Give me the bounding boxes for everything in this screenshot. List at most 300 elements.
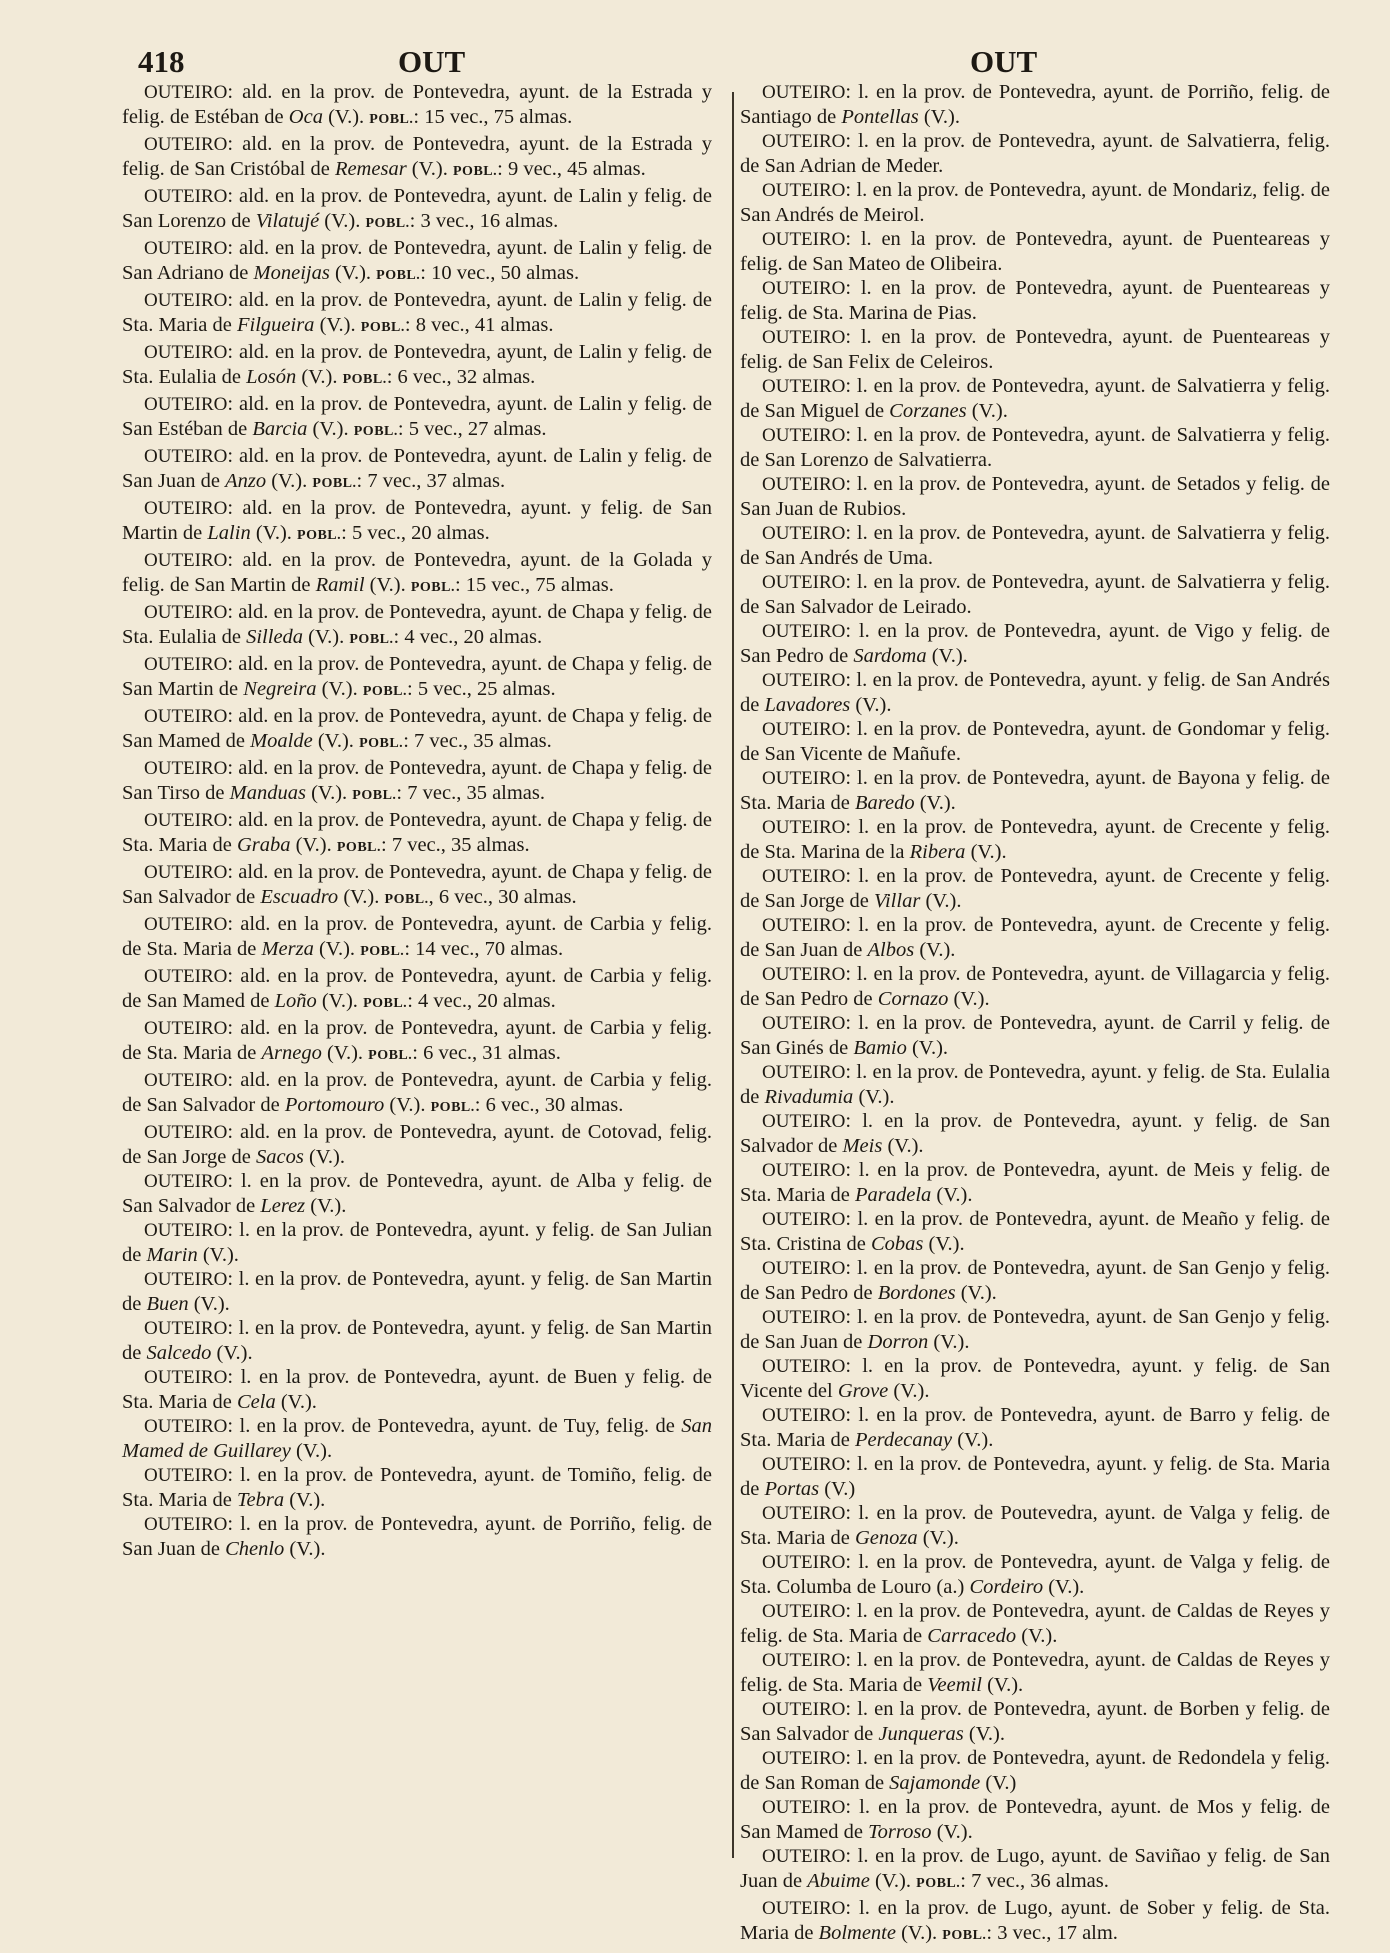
entry-text: : ald. en la prov. de Pontevedra, ayunt. de Lalin y felig. de San Estéban de — [122, 393, 712, 440]
left-column — [122, 80, 712, 1561]
headword: OUTEIRO — [144, 1220, 228, 1241]
headword: OUTEIRO — [762, 1013, 846, 1034]
headword: OUTEIRO — [144, 1465, 228, 1486]
entry-text-tail: (V.). — [948, 988, 990, 1010]
headword: OUTEIRO — [144, 654, 228, 675]
entry-text-tail: (V.). — [316, 678, 363, 700]
population-stats: : 7 vec., 35 almas. — [396, 782, 546, 804]
pobl-label: POBL. — [376, 268, 421, 283]
parish-name: Cela — [237, 1391, 276, 1413]
dictionary-entry — [740, 668, 1330, 717]
pobl-label: POBL. — [336, 840, 381, 855]
dictionary-entry — [740, 1207, 1330, 1256]
parish-name: Graba — [237, 834, 291, 856]
parish-name: Genoza — [855, 1527, 918, 1549]
parish-name: Loño — [274, 990, 317, 1012]
parish-name: Abuime — [807, 1870, 870, 1892]
parish-name: Bolmente — [818, 1922, 896, 1944]
parish-name: Filgueira — [237, 314, 315, 336]
dictionary-entry — [122, 1316, 712, 1365]
dictionary-entry — [122, 756, 712, 808]
headword: OUTEIRO — [144, 862, 228, 883]
entry-text: : l. en la prov. de Pontevedra, ayunt. de Crecente y felig. de San Jorge de — [740, 865, 1330, 912]
population-stats: : 5 vec., 27 almas. — [397, 418, 547, 440]
population-stats: , 6 vec., 30 almas. — [428, 886, 577, 908]
population-stats: : 5 vec., 25 almas. — [407, 678, 556, 700]
parish-name: Moneijas — [253, 262, 330, 284]
headword: OUTEIRO — [144, 758, 228, 779]
dictionary-entry — [740, 472, 1330, 521]
pobl-label: POBL. — [360, 944, 405, 959]
entry-text: : l. en la prov. de Pontevedra, ayunt. y felig. de Sta. Maria de — [740, 1453, 1330, 1500]
parish-name: Junqueras — [878, 1723, 964, 1745]
parish-name: Lavadores — [764, 694, 851, 716]
pobl-label: POBL. — [352, 788, 397, 803]
entry-text: : l. en la prov. de Pontevedra, ayunt. de Salvatierra, felig. de San Adrian de Meder. — [740, 130, 1330, 177]
parish-name: Negreira — [243, 678, 317, 700]
parish-name: Bordones — [877, 1282, 956, 1304]
dictionary-entry — [740, 1109, 1330, 1158]
dictionary-entry — [122, 1120, 712, 1169]
headword: OUTEIRO — [762, 180, 846, 201]
entry-text: : ald. en la prov. de Pontevedra, ayunt. de Chapa y felig. de San Tirso de — [122, 757, 712, 804]
parish-name: Portas — [764, 1478, 820, 1500]
entry-text: : l. en la prov. de Pontevedra, ayunt. de Meis y felig. de Sta. Maria de — [740, 1159, 1330, 1206]
parish-name: Ribera — [909, 841, 966, 863]
pobl-label: POBL. — [942, 1928, 987, 1943]
entry-text-tail: (V.). — [266, 470, 313, 492]
entry-text: : ald. en la prov. de Pontevedra, ayunt. de la Estrada y felig. de San Cristóbal de — [122, 133, 712, 180]
parish-name: Sardoma — [853, 645, 927, 667]
headword: OUTEIRO — [762, 915, 846, 936]
entry-text-tail: (V.). — [914, 939, 956, 961]
parish-name: Paradela — [855, 1184, 932, 1206]
entry-text: : l. en la prov. de Pontevedra, ayunt. de Mondariz, felig. de San Andrés de Meirol. — [740, 179, 1330, 226]
dictionary-entry — [122, 1218, 712, 1267]
parish-name: Carracedo — [927, 1625, 1017, 1647]
pobl-label: POBL. — [365, 216, 410, 231]
dictionary-entry — [122, 548, 712, 600]
headword: OUTEIRO — [762, 719, 846, 740]
population-stats: : 9 vec., 45 almas. — [497, 158, 646, 180]
parish-name: Grove — [837, 1380, 889, 1402]
parish-name: Vilatujé — [255, 210, 320, 232]
dictionary-entry — [740, 423, 1330, 472]
dictionary-entry — [740, 178, 1330, 227]
entry-text: : l. en la prov. de Pontevedra, ayunt. de Caldas de Reyes y felig. de Sta. Maria de — [740, 1649, 1330, 1696]
dictionary-entry — [740, 1158, 1330, 1207]
entry-text-tail: (V.). — [895, 1922, 943, 1944]
dictionary-entry — [122, 860, 712, 912]
entry-text: : l. en la prov. de Pontevedra, ayunt. de Salvatierra y felig. de San Andrés de Uma. — [740, 522, 1330, 569]
entry-text-tail: (V.). — [305, 1195, 347, 1217]
headword: OUTEIRO — [144, 238, 228, 259]
entry-text: : l. en la prov. de Pontevedra, ayunt. de Tuy, felig. de — [227, 1415, 682, 1437]
dictionary-entry — [740, 1795, 1330, 1844]
population-stats: : 6 vec., 31 almas. — [412, 1042, 561, 1064]
dictionary-entry — [122, 1414, 712, 1463]
entry-text-tail: (V.). — [955, 1282, 997, 1304]
headword: OUTEIRO — [144, 498, 228, 519]
entry-text: : l. en la prov. de Pontevedra, ayunt. y felig. de San Andrés de — [740, 669, 1330, 716]
parish-name: Lalin — [207, 522, 251, 544]
entry-text: : ald. en la prov. de Pontevedra, ayunt. de Chapa y felig. de Sta. Eulalia de — [122, 601, 712, 648]
population-stats: : 3 vec., 17 alm. — [986, 1922, 1118, 1944]
running-head-right: OUT — [970, 44, 1038, 79]
dictionary-entry — [740, 864, 1330, 913]
population-stats: : 7 vec., 35 almas. — [381, 834, 530, 856]
parish-name: Bamio — [853, 1037, 907, 1059]
entry-text: : l. en la prov. de Pontevedra, ayunt. y felig. de Sta. Eulalia de — [740, 1061, 1330, 1108]
population-stats: : 10 vec., 50 almas. — [420, 262, 580, 284]
headword: OUTEIRO — [144, 1318, 228, 1339]
headword: OUTEIRO — [144, 82, 228, 103]
pobl-label: POBL. — [369, 112, 414, 127]
headword: OUTEIRO — [144, 394, 228, 415]
pobl-label: POBL. — [362, 684, 407, 699]
dictionary-entry — [122, 80, 712, 132]
population-stats: : 6 vec., 32 almas. — [386, 366, 536, 388]
entry-text-tail: (V.). — [313, 938, 361, 960]
parish-name: Cordeiro — [969, 1576, 1044, 1598]
parish-name: Torroso — [868, 1821, 932, 1843]
headword: OUTEIRO — [144, 342, 228, 363]
population-stats: : 15 vec., 75 almas. — [454, 574, 614, 596]
dictionary-entry — [740, 1648, 1330, 1697]
headword: OUTEIRO — [762, 670, 846, 691]
pobl-label: POBL. — [349, 632, 394, 647]
headword: OUTEIRO — [762, 1258, 846, 1279]
entry-text-tail: (V.). — [906, 1037, 949, 1059]
dictionary-entry — [122, 1267, 712, 1316]
headword: OUTEIRO — [762, 131, 846, 152]
entry-text: : l. en la prov. de Pontevedra, ayunt. de Alba y felig. de San Salvador de — [122, 1170, 712, 1217]
entry-text-tail: (V.). — [850, 694, 892, 716]
headword: OUTEIRO — [762, 964, 846, 985]
headword: OUTEIRO — [762, 82, 846, 103]
headword: OUTEIRO — [762, 1846, 846, 1867]
entry-text-tail: (V.). — [303, 1146, 346, 1168]
entry-text: : ald. en la prov. de Pontevedra, ayunt. de Lalin y felig. de Sta. Maria de — [122, 289, 712, 336]
headword: OUTEIRO — [762, 768, 846, 789]
headword: OUTEIRO — [144, 1269, 228, 1290]
entry-text-tail: (V.) — [819, 1478, 856, 1500]
headword: OUTEIRO — [144, 966, 228, 987]
entry-text: : l. en la prov. de Pontevedra, ayunt. de Setados y felig. de San Juan de Rubios. — [740, 473, 1330, 520]
headword: OUTEIRO — [144, 1416, 228, 1437]
dictionary-entry — [122, 704, 712, 756]
headword: OUTEIRO — [762, 229, 846, 250]
entry-text-tail: (V.). — [197, 1244, 239, 1266]
entry-text: : ald. en la prov. de Pontevedra, ayunt. de Carbia y felig. de Sta. Maria de — [122, 913, 712, 960]
parish-name: Cobas — [870, 1233, 924, 1255]
parish-name: Dorron — [867, 1331, 929, 1353]
dictionary-entry — [122, 184, 712, 236]
entry-text-tail: (V.). — [211, 1342, 253, 1364]
headword: OUTEIRO — [762, 523, 846, 544]
headword: OUTEIRO — [762, 1160, 846, 1181]
entry-text-tail: (V.). — [364, 574, 411, 596]
entry-text-tail: (V.). — [888, 1380, 930, 1402]
population-stats: : 7 vec., 37 almas. — [356, 470, 506, 492]
headword: OUTEIRO — [762, 1209, 846, 1230]
entry-text: : l. en la prov. de Pontevedra, ayunt. de Puenteareas y felig. de San Mateo de Olibeira. — [740, 228, 1330, 275]
headword: OUTEIRO — [762, 327, 846, 348]
entry-text-tail: (V.). — [319, 210, 366, 232]
entry-text: : ald. en la prov. de Pontevedra, ayunt. de Lalin y felig. de San Adriano de — [122, 237, 712, 284]
parish-name: Pontellas — [841, 106, 919, 128]
entry-text: : l. en la prov. de Lugo, ayunt. de Saviñao y felig. de San Juan de — [740, 1845, 1330, 1892]
column-divider — [732, 92, 734, 1858]
entry-text-tail: (V.). — [307, 418, 354, 440]
dictionary-entry — [740, 1256, 1330, 1305]
headword: OUTEIRO — [762, 278, 846, 299]
pobl-label: POBL. — [353, 424, 398, 439]
entry-text: : l. en la prov. de Pontevedra, ayunt. de Porriño, felig. de San Juan de — [122, 1513, 712, 1560]
headword: OUTEIRO — [144, 1018, 228, 1039]
parish-name: Albos — [867, 939, 915, 961]
dictionary-entry — [740, 1354, 1330, 1403]
entry-text-tail: (V.). — [384, 1094, 431, 1116]
entry-text: : l. en la prov. de Pontevedra, ayunt. de Buen y felig. de Sta. Maria de — [122, 1366, 712, 1413]
entry-text-tail: (V.). — [290, 834, 337, 856]
dictionary-entry — [122, 444, 712, 496]
dictionary-entry — [740, 374, 1330, 423]
right-column — [740, 80, 1330, 1948]
entry-text: : l. en la prov. de Pontevedra, ayunt. de San Genjo y felig. de San Juan de — [740, 1306, 1330, 1353]
dictionary-entry — [740, 913, 1330, 962]
parish-name: Oca — [288, 106, 323, 128]
entry-text: : l. en la prov. de Pontevedra, ayunt. de Vigo y felig. de San Pedro de — [740, 620, 1330, 667]
parish-name: Arnego — [261, 1042, 322, 1064]
pobl-label: POBL. — [453, 164, 498, 179]
dictionary-entry — [740, 1697, 1330, 1746]
entry-text-tail: (V.). — [981, 1674, 1024, 1696]
population-stats: : 7 vec., 35 almas. — [403, 730, 552, 752]
headword: OUTEIRO — [144, 1122, 228, 1143]
dictionary-entry — [740, 325, 1330, 374]
entry-text: : l. en la prov. de Pontevedra, ayunt. de Caldas de Reyes y felig. de Sta. Maria de — [740, 1600, 1330, 1647]
dictionary-entry — [740, 227, 1330, 276]
headword: OUTEIRO — [762, 1552, 846, 1573]
dictionary-entry — [122, 288, 712, 340]
entry-text: : ald. en la prov. de Pontevedra, ayunt. de Chapa y felig. de San Salvador de — [122, 861, 712, 908]
dictionary-entry — [122, 964, 712, 1016]
dictionary-entry — [122, 1169, 712, 1218]
headword: OUTEIRO — [144, 706, 228, 727]
population-stats: : 15 vec., 75 almas. — [413, 106, 573, 128]
entry-text-tail: (V.). — [963, 1723, 1005, 1745]
entry-text: : ald. en la prov. de Pontevedra, ayunt. de Carbia y felig. de San Salvador de — [122, 1069, 712, 1116]
dictionary-entry — [740, 1452, 1330, 1501]
headword: OUTEIRO — [762, 1111, 846, 1132]
pobl-label: POBL. — [359, 736, 404, 751]
entry-text: : l. en la prov. de Pontevedra, ayunt. de Salvatierra y felig. de San Miguel de — [740, 375, 1330, 422]
entry-text: : l. en la prov. de Pontevedra, ayunt. de Valga y felig. de Sta. Columba de Louro (a.) — [740, 1551, 1330, 1598]
population-stats: : 8 vec., 41 almas. — [404, 314, 554, 336]
dictionary-entry — [740, 129, 1330, 178]
entry-text: : ald. en la prov. de Pontevedra, ayunt. de la Golada y felig. de San Martin de — [122, 549, 712, 596]
headword: OUTEIRO — [144, 1171, 228, 1192]
entry-text-tail: (V.). — [853, 1086, 895, 1108]
entry-text: : l. en la prov. de Lugo, ayunt. de Sober y felig. de Sta. Maria de — [740, 1897, 1330, 1944]
entry-text-tail: (V.). — [290, 1440, 333, 1462]
entry-text: : ald. en la prov. de Pontevedra, ayunt. de Carbia y felig. de San Mamed de — [122, 965, 712, 1012]
entry-text: : l. en la prov. de Pontevedra, ayunt. de Mos y felig. de San Mamed de — [740, 1796, 1330, 1843]
entry-text-tail: (V.). — [275, 1391, 317, 1413]
dictionary-entry — [122, 912, 712, 964]
population-stats: : 7 vec., 36 almas. — [960, 1870, 1109, 1892]
entry-text: : l. en la prov. de Pontevedra, ayunt. de Tomiño, felig. de Sta. Maria de — [122, 1464, 712, 1511]
parish-name: Cornazo — [877, 988, 949, 1010]
entry-text-tail: (V.). — [305, 782, 353, 804]
dictionary-entry — [122, 808, 712, 860]
entry-text: : l. en la prov. de Pontevedra, ayunt. de Gondomar y felig. de San Vicente de Mañufe. — [740, 718, 1330, 765]
headword: OUTEIRO — [144, 550, 228, 571]
entry-text: : ald. en la prov. de Pontevedra, ayunt. de Chapa y felig. de San Mamed de — [122, 705, 712, 752]
pobl-label: POBL. — [368, 1048, 413, 1063]
entry-text-tail: (V.). — [284, 1489, 326, 1511]
parish-name: Villar — [873, 890, 921, 912]
parish-name: Ramil — [315, 574, 365, 596]
parish-name: Sajamonde — [889, 1772, 981, 1794]
headword: OUTEIRO — [144, 134, 228, 155]
entry-text: : ald. en la prov. de Pontevedra, ayunt. de Carbia y felig. de Sta. Maria de — [122, 1017, 712, 1064]
parish-name: Escuadro — [260, 886, 339, 908]
headword: OUTEIRO — [144, 1367, 228, 1388]
pobl-label: POBL. — [312, 476, 357, 491]
dictionary-entry — [122, 340, 712, 392]
dictionary-entry — [122, 1463, 712, 1512]
entry-text: : ald. en la prov. de Pontevedra, ayunt, de Lalin y felig. de Sta. Eulalia de — [122, 341, 712, 388]
parish-name: Anzo — [225, 470, 267, 492]
dictionary-entry — [122, 1016, 712, 1068]
headword: OUTEIRO — [762, 474, 846, 495]
headword: OUTEIRO — [144, 914, 228, 935]
entry-text: : l. en la prov. de Pontevedra, ayunt. de Salvatierra y felig. de San Lorenzo de Salvatierra. — [740, 424, 1330, 471]
headword: OUTEIRO — [762, 572, 846, 593]
entry-text: : l. en la prov. de Pontevedra, ayunt. de Barro y felig. de Sta. Maria de — [740, 1404, 1330, 1451]
entry-text: : ald. en la prov. de Pontevedra, ayunt. de Lalin y felig. de San Lorenzo de — [122, 185, 712, 232]
headword: OUTEIRO — [762, 1699, 846, 1720]
entry-text-tail: (V.). — [406, 158, 453, 180]
entry-text-tail: (V.). — [250, 522, 298, 544]
dictionary-entry — [740, 815, 1330, 864]
entry-text-tail: (V.). — [321, 1042, 369, 1064]
dictionary-entry — [122, 496, 712, 548]
entry-text: : l. en la prov. de Pontevedra, ayunt. de Redondela y felig. de San Roman de — [740, 1747, 1330, 1794]
entry-text: : l. en la prov. de Pontevedra, ayunt. y felig. de San Salvador de — [740, 1110, 1330, 1157]
entry-text-tail: (V.). — [918, 106, 960, 128]
headword: OUTEIRO — [762, 376, 846, 397]
parish-name: Remesar — [334, 158, 407, 180]
entry-text: : l. en la prov. de Pontevedra, ayunt. de Crecente y felig. de San Juan de — [740, 914, 1330, 961]
entry-text: : l. en la prov. de Pontevedra, ayunt. de Carril y felig. de San Ginés de — [740, 1012, 1330, 1059]
dictionary-entry — [740, 1403, 1330, 1452]
dictionary-entry — [740, 1011, 1330, 1060]
entry-text-tail: (V.). — [329, 262, 377, 284]
entry-text-tail: (V.). — [917, 1527, 959, 1549]
dictionary-entry — [740, 1060, 1330, 1109]
parish-name: Losón — [246, 366, 297, 388]
entry-text-tail: (V.). — [931, 1184, 973, 1206]
headword: OUTEIRO — [762, 866, 846, 887]
dictionary-entry — [740, 1550, 1330, 1599]
entry-text-tail: (V.). — [303, 626, 350, 648]
entry-text: : ald. en la prov. de Pontevedra, ayunt. de Chapa y felig. de San Martin de — [122, 653, 712, 700]
entry-text-tail: (V.). — [965, 841, 1007, 863]
headword: OUTEIRO — [762, 1454, 846, 1475]
dictionary-entry — [122, 600, 712, 652]
pobl-label: POBL. — [916, 1876, 961, 1891]
entry-text-tail: (V.). — [931, 1821, 973, 1843]
dictionary-entry — [740, 766, 1330, 815]
dictionary-entry — [740, 1896, 1330, 1948]
headword: OUTEIRO — [144, 290, 228, 311]
parish-name: Barcia — [252, 418, 308, 440]
dictionary-entry — [740, 962, 1330, 1011]
parish-name: Chenlo — [225, 1538, 285, 1560]
pobl-label: POBL. — [342, 372, 387, 387]
parish-name: Buen — [146, 1293, 189, 1315]
population-stats: : 4 vec., 20 almas. — [407, 990, 556, 1012]
dictionary-entry — [122, 652, 712, 704]
parish-name: Lerez — [260, 1195, 306, 1217]
population-stats: : 6 vec., 30 almas. — [474, 1094, 624, 1116]
dictionary-entry — [740, 717, 1330, 766]
dictionary-entry — [122, 132, 712, 184]
entry-text: : l. en la prov. de Pontevedra, ayunt. de Crecente y felig. de Sta. Marina de la — [740, 816, 1330, 863]
headword: OUTEIRO — [762, 1356, 846, 1377]
entry-text-tail: (V.). — [322, 106, 370, 128]
entry-text-tail: (V.). — [966, 400, 1008, 422]
headword: OUTEIRO — [762, 425, 846, 446]
entry-text-tail: (V.). — [914, 792, 956, 814]
entry-text: : l. en la prov. de Pontevedra, ayunt. y felig. de San Martin de — [122, 1268, 712, 1315]
entry-text: : ald. en la prov. de Pontevedra, ayunt. de Cotovad, felig. de San Jorge de — [122, 1121, 712, 1168]
pobl-label: POBL. — [410, 580, 455, 595]
entry-text: : ald. en la prov. de Pontevedra, ayunt. y felig. de San Martin de — [122, 497, 712, 544]
parish-name: Corzanes — [889, 400, 967, 422]
dictionary-entry — [740, 570, 1330, 619]
headword: OUTEIRO — [762, 1797, 846, 1818]
entry-text-tail: (V.). — [312, 730, 360, 752]
parish-name: Manduas — [229, 782, 306, 804]
entry-text: : l. en la prov. de Pontevedra, ayunt. y felig. de San Martin de — [122, 1317, 712, 1364]
headword: OUTEIRO — [144, 446, 228, 467]
headword: OUTEIRO — [762, 1748, 846, 1769]
headword: OUTEIRO — [762, 621, 846, 642]
page-number: 418 — [138, 44, 185, 79]
parish-name: Silleda — [246, 626, 304, 648]
entry-text: : l. en la prov. de Pontevedra, ayunt. de Salvatierra y felig. de San Salvador de Leirado. — [740, 571, 1330, 618]
headword: OUTEIRO — [144, 1070, 228, 1091]
parish-name: Moalde — [250, 730, 313, 752]
entry-text-tail: (V.). — [928, 1331, 970, 1353]
entry-text-tail: (V.). — [869, 1870, 917, 1892]
parish-name: Salcedo — [146, 1342, 212, 1364]
entry-text-tail: (V.). — [314, 314, 361, 336]
entry-text: : ald. en la prov. de Pontevedra, ayunt. de Chapa y felig. de Sta. Maria de — [122, 809, 712, 856]
headword: OUTEIRO — [762, 1503, 846, 1524]
entry-text: : l. en la prov. de Pontevedra, ayunt. y felig. de San Vicente del — [740, 1355, 1330, 1402]
population-stats: : 14 vec., 70 almas. — [404, 938, 564, 960]
dictionary-entry — [740, 1599, 1330, 1648]
entry-text: : l. en la prov. de Poutevedra, ayunt. de Valga y felig. de Sta. Maria de — [740, 1502, 1330, 1549]
headword: OUTEIRO — [144, 1514, 228, 1535]
entry-text-tail: (V.). — [188, 1293, 230, 1315]
entry-text: : l. en la prov. de Pontevedra, ayunt. de Villagarcia y felig. de San Pedro de — [740, 963, 1330, 1010]
